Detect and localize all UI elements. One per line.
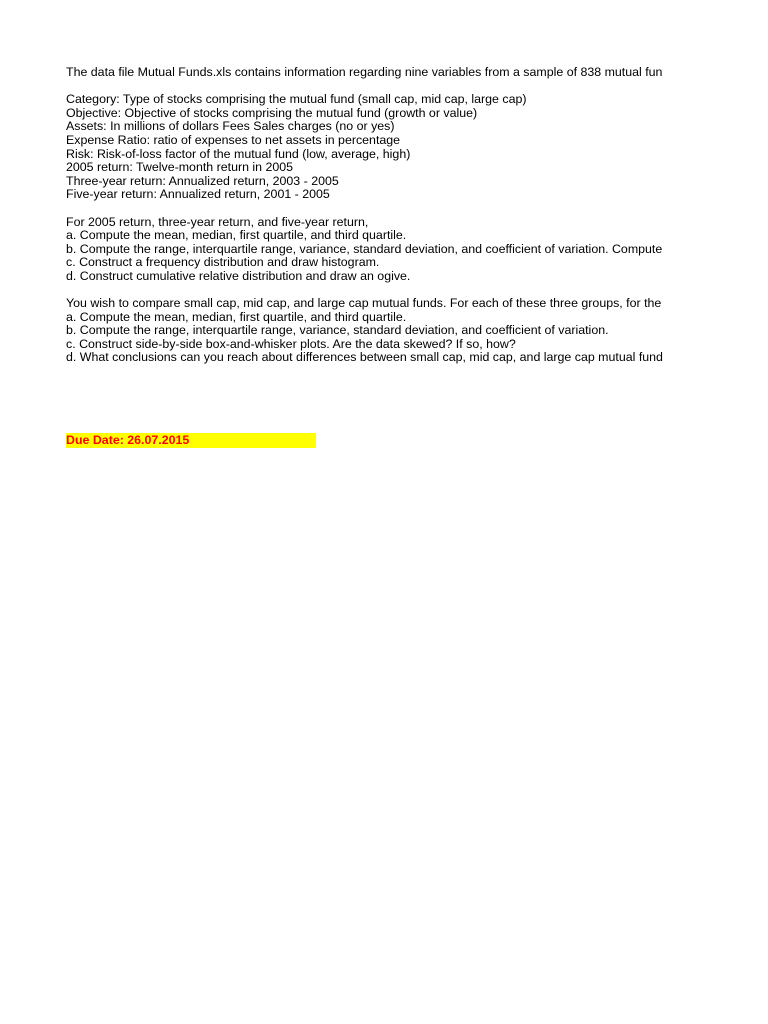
part1-item-b: b. Compute the range, interquartile range, variance, standard deviation, and coefficient of variation. Compute [66,242,663,256]
variable-2005-return: 2005 return: Twelve-month return in 2005 [66,161,294,175]
variables-list [66,93,690,202]
document-sheet [66,66,690,448]
part2-item-a: a. Compute the mean, median, first quartile, and third quartile. [66,310,407,324]
part1-section [66,216,690,284]
variable-risk: Risk: Risk-of-loss factor of the mutual fund (low, average, high) [66,147,411,161]
variable-assets: Assets: In millions of dollars Fees Sales charges (no or yes) [66,120,395,134]
part2-heading: You wish to compare small cap, mid cap, and large cap mutual funds. For each of these three groups, for the [66,297,662,311]
part2-item-d: d. What conclusions can you reach about differences between small cap, mid cap, and large cap mutual fund [66,351,663,365]
due-date-highlight: Due Date: 26.07.2015 [66,433,316,448]
variable-expense-ratio: Expense Ratio: ratio of expenses to net assets in percentage [66,133,401,147]
part1-heading: For 2005 return, three-year return, and five-year return, [66,215,369,229]
variable-objective: Objective: Objective of stocks comprising the mutual fund (growth or value) [66,106,478,120]
variable-category: Category: Type of stocks comprising the mutual fund (small cap, mid cap, large cap) [66,93,527,107]
part2-item-c: c. Construct side-by-side box-and-whisker plots. Are the data skewed? If so, how? [66,337,516,351]
blank-line [66,284,690,298]
part1-item-c: c. Construct a frequency distribution and draw histogram. [66,256,380,270]
part2-section [66,297,690,365]
blank-line [66,80,690,94]
variable-three-year-return: Three-year return: Annualized return, 2003 - 2005 [66,174,339,188]
part2-item-b: b. Compute the range, interquartile range, variance, standard deviation, and coefficient of variation. [66,324,609,338]
blank-line [66,202,690,216]
part1-item-d: d. Construct cumulative relative distribution and draw an ogive. [66,269,411,283]
blank-space [66,365,690,433]
part1-item-a: a. Compute the mean, median, first quartile, and third quartile. [66,229,407,243]
variable-five-year-return: Five-year return: Annualized return, 2001 - 2005 [66,188,330,202]
intro-text: The data file Mutual Funds.xls contains information regarding nine variables from a sample of 838 mutual fun [66,66,663,79]
